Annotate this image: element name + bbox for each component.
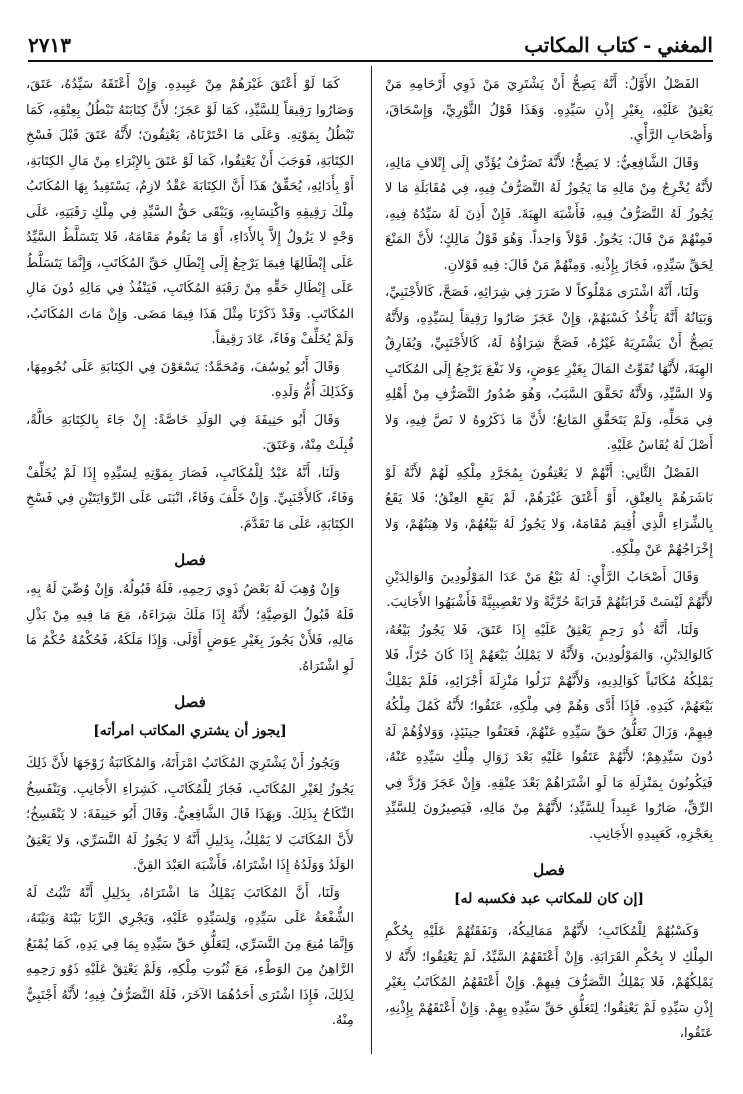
paragraph: وَقَالَ أَصْحَابُ الرَّأْيِ: لَهُ بَيْعُ مَنْ عَدَا المَوْلُودِينَ وَالوَالِدَيْنِ لأَنَّهُمْ لَيْسَتْ قَرَابَتُهُمْ قَرَابَةً حُرِّيَّةً وَلا تَعْصِيبِيَّةً فَأَشْبَهُوا الأَجَانِبَ. bbox=[385, 569, 713, 610]
paragraph: وَلَنَا، أَنَّهُ اشْتَرَى مَمْلُوكاً لا ضَرَرَ فِي شِرَائِهِ، فَصَحَّ، كَالأَجْنَبِيِّ، وَبَيَانُهُ أَنَّهُ يَأْخُذُ كَسْبَهُمْ، وَإِنْ عَجَزَ صَارُوا رَقِيقاً لِسَيِّدِهِ، وَلأَنَّهُ يَصِحُّ أَنْ يَشْتَرِيَهُ غَيْرُهُ، فَصَحَّ شِرَاؤُهُ لَهُ، كَالأَجْنَبِيِّ، وَيُفَارِقُ الهِبَةَ، لأَنَّهَا تُفَوِّتُ المَالَ بِغَيْرِ عِوَضٍ، وَلا نَفْعَ يَرْجِعُ إِلَى المُكَاتَبِ وَلا السَّيِّدِ، وَلأَنَّهُ تَحَقَّقَ السَّبَبُ، وَهُوَ صُدُورُ التَّصَرُّفِ مِنْ أَهْلِهِ فِي مَحَلِّهِ، وَلَمْ يَتَحَقَّقِ المَانِعُ؛ لأَنَّ مَا ذَكَرُوهُ لا نَصَّ فِيهِ، وَلا أَصْلَ لَهُ يُقَاسُ عَلَيْهِ. bbox=[385, 285, 713, 453]
section-heading: فصل bbox=[174, 693, 206, 711]
paragraph: وَيَجُوزُ أَنْ يَشْتَرِيَ المُكَاتَبُ امْرَأَتَهُ، وَالمُكَاتَبَةُ زَوْجَهَا لأَنَّ ذَلِكَ يَجُوزُ لِغَيْرِ المُكَاتَبِ، فَجَازَ لِلْمُكَاتَبِ، كَشِرَاءِ الأَجَانِبِ. وَيَنْفَسِخُ النِّكَاحُ بِذَلِكَ. وَبِهَذَا قَالَ الشَّافِعِيُّ. وَقَالَ أَبُو حَنِيفَةَ: لا يَنْفَسِخُ؛ لأَنَّ المُكَاتَبَ لا يَمْلِكُ، بِدَلِيلِ أَنَّهُ لا يَجُوزُ لَهُ التَّسَرِّي، وَلا يَعْتِقُ الوَلَدُ وَوَلَدُهُ إِذَا اشْتَرَاهُ، فَأَشْبَهَ العَبْدَ القِنَّ. bbox=[26, 756, 354, 873]
paragraph: وَلَنَا، أَنَّهُ عَبْدٌ لِلْمُكَاتَبِ، فَصَارَ بِمَوْتِهِ لِسَيِّدِهِ إِذَا لَمْ يُخَلِّفْ وَفَاءً، كَالأَجْنَبِيِّ. وَإِنْ خَلَّفَ وَفَاءً، انْبَنَى عَلَى الرِّوَايَتَيْنِ فِي فَسْخِ الكِتَابَةِ، عَلَى مَا تَقَدَّمَ. bbox=[26, 465, 354, 532]
paragraph: وَكَسْبُهُمْ لِلْمُكَاتَبِ؛ لأَنَّهُمْ مَمَالِيكُهُ، وَنَفَقَتُهُمْ عَلَيْهِ بِحُكْمِ المِلْكِ لا بِحُكْمِ القَرَابَةِ. وَإِنْ أَعْتَقَهُمُ السَّيِّدُ، لَمْ يَعْتِقُوا؛ لأَنَّهُ لا يَمْلِكُهُمْ، فَلا يَمْلِكُ التَّصَرُّفَ فِيهِمْ. وَإِنْ أَعْتَقَهُمُ المُكَاتَبُ بِغَيْرِ إِذْنِ سَيِّدِهِ لَمْ يَعْتِقُوا؛ لِتَعَلُّقِ حَقِّ سَيِّدِهِ بِهِمْ. وَإِنْ أَعْتَقَهُمْ بِإِذْنِهِ، عَتَقُوا، bbox=[385, 924, 713, 1041]
running-title bbox=[524, 33, 713, 60]
page-header bbox=[28, 30, 713, 62]
section-heading: فصل bbox=[533, 861, 565, 879]
left-column bbox=[26, 72, 354, 1058]
paragraph: وَلَنَا، أَنَّ المُكَاتَبَ يَمْلِكُ مَا اشْتَرَاهُ، بِدَلِيلِ أَنَّهُ تَثْبُتُ لَهُ الشُّفْعَةُ عَلَى سَيِّدِهِ، وَلِسَيِّدِهِ عَلَيْهِ، وَيَجْرِي الرِّبَا بَيْنَهُ وَبَيْنَهُ، وَإِنَّمَا مُنِعَ مِنَ التَّسَرِّي، لِتَعَلُّقِ حَقِّ سَيِّدِهِ بِمَا فِي يَدِهِ، كَمَا يُمْنَعُ الرَّاهِنُ مِنَ الوَطْءِ، مَعَ ثُبُوتِ مِلْكِهِ، وَلَمْ يَعْتِقْ عَلَيْهِ ذَوُو رَحِمِهِ لِذَلِكَ، فَإِذَا اشْتَرَى أَحَدُهُمَا الآخَرَ، فَلَهُ التَّصَرُّفُ فِيهِ؛ لأَنَّهُ أَجْنَبِيٌّ مِنْهُ. bbox=[26, 885, 354, 1028]
right-column bbox=[385, 72, 713, 1058]
paragraph: وَقَالَ أَبُو يُوسُفَ، وَمُحَمَّدٌ: يَسْعَوْنَ فِي الكِتَابَةِ عَلَى نُجُومِهَا، وَكَذَلِكَ أُمُّ وَلَدِهِ. bbox=[26, 359, 354, 400]
paragraph: الفَصْلُ الثَّانِي: أَنَّهُمْ لا يَعْتِقُونَ بِمُجَرَّدِ مِلْكِهِ لَهُمْ لأَنَّهُ لَوْ بَاشَرَهُمْ بِالعِتْقِ، أَوْ أَعْتَقَ غَيْرَهُمْ، لَمْ يَقَعِ العِتْقُ؛ فَلا يَقَعُ بِالشِّرَاءِ الَّذِي أُقِيمَ مُقَامَهُ، وَلا يَجُوزُ لَهُ بَيْعُهُمْ، وَلا هِبَتُهُمْ، وَلا إِخْرَاجُهُمْ عَنْ مِلْكِهِ. bbox=[385, 465, 713, 557]
paragraph: وَلَنَا، أَنَّهُ ذُو رَحِمٍ يَعْتِقُ عَلَيْهِ إِذَا عَتَقَ، فَلا يَجُوزُ بَيْعُهُ، كَالوَالِدَيْنِ، وَالمَوْلُودِينَ، وَلأَنَّهُ لا يَمْلِكُ بَيْعَهُمْ إِذَا كَانَ حُرّاً، فَلا يَمْلِكُهُ مُكَاتَباً كَوَالِدِيهِ، وَلأَنَّهُمْ نَزَلُوا مَنْزِلَةَ أَجْزَائِهِ، فَلَمْ يَمْلِكْ بَيْعَهُمْ، كَيَدِهِ. فَإِذَا أَدَّى وَهُمْ فِي مِلْكِهِ، عَتَقُوا؛ لأَنَّهُ كَمُلَ مِلْكُهُ فِيهِمْ، وَزَالَ تَعَلُّقُ حَقِّ سَيِّدِهِ عَنْهُمْ، فَعَتَقُوا حِينَئِذٍ، وَوَلاؤُهُمْ لَهُ دُونَ سَيِّدِهِمْ؛ لأَنَّهُمْ عَتَقُوا عَلَيْهِ بَعْدَ زَوَالِ مِلْكِ سَيِّدِهِ عَنْهُ، فَيَكُونُونَ بِمَنْزِلَةِ مَا لَوِ اشْتَرَاهُمْ بَعْدَ عِتْقِهِ. وَإِنْ عَجَزَ وَرُدَّ فِي الرِّقِّ، صَارُوا عَبِيداً لِلسَّيِّدِ؛ لأَنَّهُمْ مِنْ مَالِهِ، فَيَصِيرُونَ لِلسَّيِّدِ بِعَجْزِهِ، كَعَبِيدِهِ الأَجَانِبِ. bbox=[385, 622, 713, 842]
paragraph: وَقَالَ الشَّافِعِيُّ: لا يَصِحُّ؛ لأَنَّهُ تَصَرُّفٌ يُؤَدِّي إِلَى إِتْلافِ مَالِهِ، لأَنَّهُ يُخْرِجُ مِنْ مَالِهِ مَا يَجُوزُ لَهُ التَّصَرُّفُ فِيهِ، فِي مُقَابَلَةِ مَا لا يَجُوزُ لَهُ التَّصَرُّفُ فِيهِ، فَأَشْبَهَ الهِبَةَ. فَإِنْ أَذِنَ لَهُ سَيِّدُهُ فِيهِ، فَمِنْهُمْ مَنْ قَالَ: يَجُوزُ. قَوْلاً وَاحِداً. وَهُوَ قَوْلُ مَالِكٍ؛ لأَنَّ المَنْعَ لِحَقِّ سَيِّدِهِ، فَجَازَ بِإِذْنِهِ. وَمِنْهُمْ مَنْ قَالَ: فِيهِ قَوْلانِ. bbox=[385, 155, 713, 273]
section-subheading: [إن كان للمكاتب عبد فكسبه له] bbox=[454, 891, 644, 907]
title-separator: - bbox=[643, 33, 652, 57]
section-heading: فصل bbox=[174, 551, 206, 569]
column-divider bbox=[371, 66, 372, 1054]
book-title: المغني bbox=[657, 33, 713, 57]
paragraph: الفَصْلُ الأَوَّلُ: أَنَّهُ يَصِحُّ أَنْ يَشْتَرِيَ مَنْ ذَوِي أَرْحَامِهِ مَنْ يَعْتِقُ عَلَيْهِ، بِغَيْرِ إِذْنِ سَيِّدِهِ. وَهَذَا قَوْلُ الثَّوْرِيِّ، وَإِسْحَاقَ، وَأَصْحَابِ الرَّأْيِ. bbox=[385, 77, 713, 143]
paragraph: وَإِنْ وُهِبَ لَهُ بَعْضُ ذَوِي رَحِمِهِ، فَلَهُ قَبُولُهُ. وَإِنْ وُصِّيَ لَهُ بِهِ، فَلَهُ قَبُولُ الوَصِيَّةِ؛ لأَنَّهُ إِذَا مَلَكَ شِرَاءَهُ، مَعَ مَا فِيهِ مِنْ بَذْلِ مَالِهِ، فَلأَنْ يَجُوزَ بِغَيْرِ عِوَضٍ أَوْلَى. وَإِذَا مَلَكَهُ، فَحُكْمُهُ حُكْمُ مَا لَوِ اشْتَرَاهُ. bbox=[26, 582, 354, 674]
page-number: ٢٧١٣ bbox=[28, 33, 71, 57]
chapter-title: كتاب المكاتب bbox=[524, 33, 638, 57]
paragraph: وَقَالَ أَبُو حَنِيفَةَ فِي الوَلَدِ خَاصَّةً: إِنْ جَاءَ بِالكِتَابَةِ حَالَّةً، قُبِلَتْ مِنْهُ، وَعَتَقَ. bbox=[26, 412, 354, 453]
paragraph: كَمَا لَوْ أَعْتَقَ غَيْرَهُمْ مِنْ عَبِيدِهِ. وَإِنْ أَعْتَقَهُ سَيِّدُهُ، عَتَقَ، وَصَارُوا رَقِيقاً لِلسَّيِّدِ، كَمَا لَوْ عَجَزَ؛ لأَنَّ كِتَابَتَهُ تَبْطُلُ بِعِتْقِهِ، كَمَا تَبْطُلُ بِمَوْتِهِ. وَعَلَى مَا اخْتَرْنَاهُ، يَعْتِقُونَ؛ لأَنَّهُ عَتَقَ قَبْلَ فَسْخِ الكِتَابَةِ، فَوَجَبَ أَنْ يَعْتِقُوا، كَمَا لَوْ عَتَقَ بِالإِبْرَاءِ مِنْ مَالِ الكِتَابَةِ، أَوْ بِأَدَائِهِ، يُحَقِّقُ هَذَا أَنَّ الكِتَابَةَ عَقْدٌ لازِمٌ، يَسْتَفِيدُ بِهَا المُكَاتَبُ مِلْكَ رَقِيقِهِ وَاكْتِسَابِهِ، وَيَبْقَى حَقُّ السَّيِّدِ فِي مِلْكِ رَقَبَتِهِ، عَلَى وَجْهٍ لا يَزُولُ إِلاَّ بِالأَدَاءِ، أَوْ مَا يَقُومُ مَقَامَهُ، فَلا يَتَسَلَّطُ السَّيِّدُ عَلَى إِبْطَالِهَا فِيمَا يَرْجِعُ إِلَى إِبْطَالِ حَقِّ المُكَاتَبِ، وَإِنَّمَا يَتَسَلَّطُ عَلَى إِبْطَالِ حَقِّهِ مِنْ رَقَبَةِ المُكَاتَبِ، فَيَنْفُذُ فِي مَالِهِ دُونَ مَالِ المُكَاتَبِ. وَقَدْ ذَكَرْنَا مِثْلَ هَذَا فِيمَا مَضَى. وَإِنْ مَاتَ المُكَاتَبُ، وَلَمْ يُخَلِّفْ وَفَاءً، عَادَ رَقِيقاً. bbox=[26, 77, 354, 347]
section-subheading: [يجوز أن يشتري المكاتب امرأته] bbox=[93, 723, 287, 739]
